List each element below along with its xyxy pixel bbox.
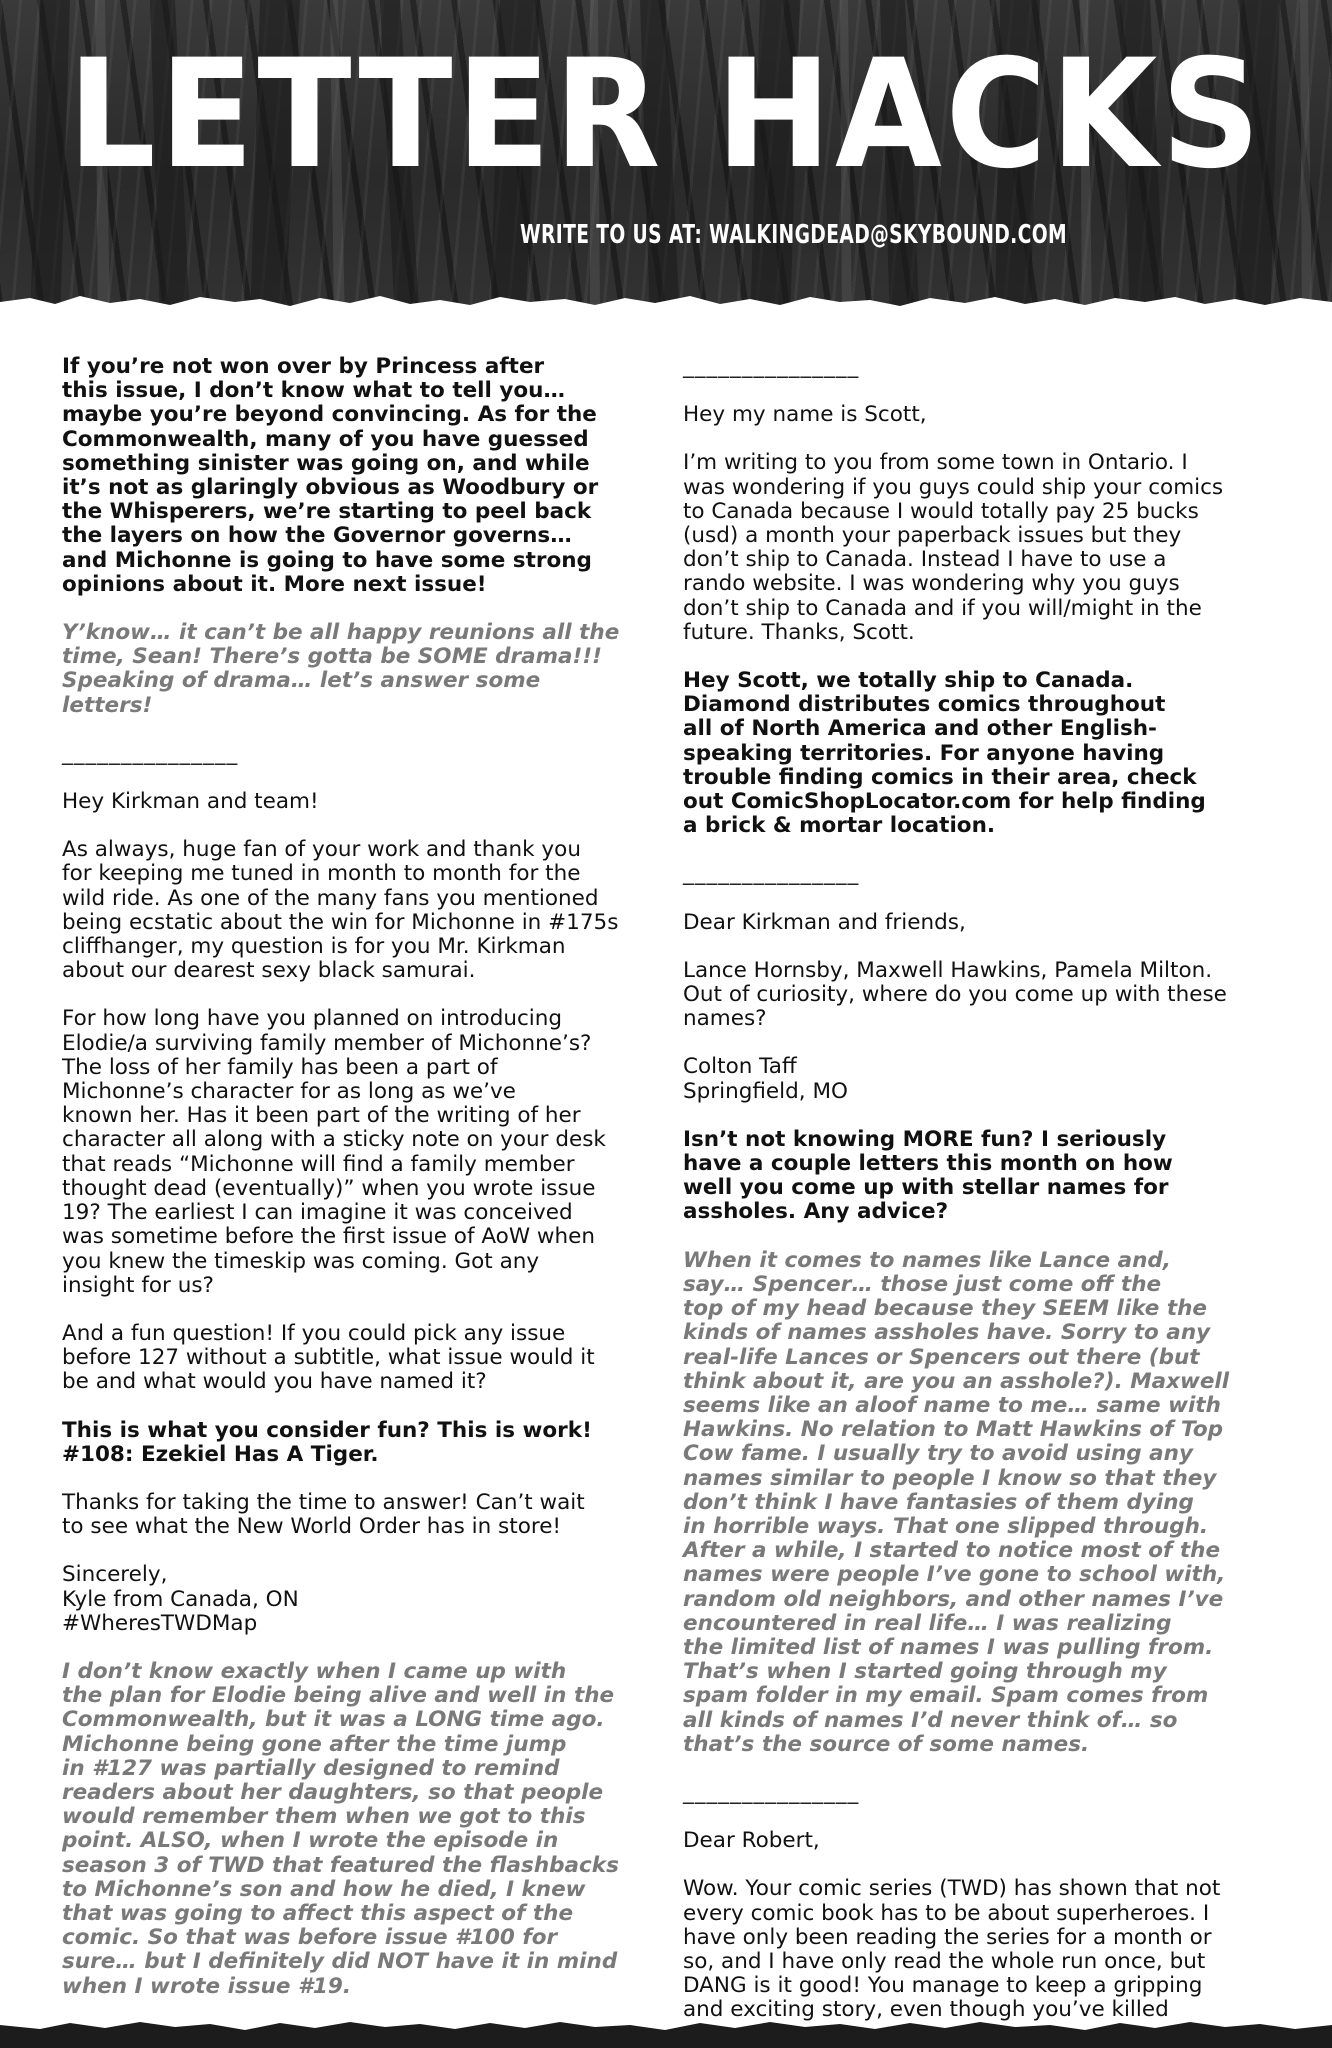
left-letter-paragraph: As always, huge fan of your work and thank you for keeping me tuned in month to month for the wild ride. As one of the many fans you mentioned being ecstatic about the win for Michonne in #175s cliffhanger, my question is for you Mr. Kirkman about our dearest sexy black samurai.: [62, 837, 619, 984]
right-column: [683, 355, 1283, 2047]
left-letter-paragraph: For how long have you planned on introducing Elodie/a surviving family member of Michonne’s? The loss of her family has been a part of Michonne’s character for as long as we’ve known her. Has it been part of the writing of her character all along with a sticky note on your desk that reads “Michonne will find a family member thought dead (eventually)” when you wrote issue 19? The earliest I can imagine it was conceived was sometime before the first issue of AoW when you knew the timeskip was coming. Got any insight for us?: [62, 1006, 606, 1298]
torn-edge: [0, 290, 1332, 340]
right-editor-reply: Hey Scott, we totally ship to Canada. Diamond distributes comics throughout all of North America and other English- speaking territories. For anyone having trouble finding comics in their area, check out ComicShopLocator.com for help finding a brick & mortar location.: [683, 668, 1206, 839]
right-letter-paragraph: Dear Robert,: [683, 1828, 820, 1854]
header-banner: [0, 0, 1332, 325]
right-editor-reply: Isn’t not knowing MORE fun? I seriously have a couple letters this month on how well you come up with stellar names for assholes. Any advice?: [683, 1126, 1173, 1225]
page-title: LETTER HACKS: [67, 28, 1265, 202]
left-editor-aside: Y’know… it can’t be all happy reunions all the time, Sean! There’s gotta be SOME drama!!! Speaking of drama… let’s answer some letters!: [62, 620, 620, 718]
left-editor-reply: If you’re not won over by Princess after this issue, I don’t know what to tell you… maybe you’re beyond convincing. As for the Commonwealth, many of you have guessed something sinister was going on, and while it’s not as glaringly obvious as Woodbury or the Whisperers, we’re starting to peel back the layers on how the Governor governs… and Michonne is going to have some strong opinions about it. More next issue!: [62, 354, 599, 597]
left-editor-aside: I don’t know exactly when I came up with the plan for Elodie being alive and well in the Commonwealth, but it was a LONG time ago. Michonne being gone after the time jump in #127 was partially designed to remind readers about her daughters, so that people would remember them when we got to this point. ALSO, when I wrote the episode in season 3 of TWD that featured the flashbacks to Michonne’s son and how he died, I knew that was going to affect this aspect of the comic. So that was before issue #100 for sure… but I definitely did NOT have it in mind when I wrote issue #19.: [62, 1658, 619, 1999]
left-letter-paragraph: And a fun question! If you could pick any issue before 127 without a subtitle, what issue would it be and what would you have named it?: [62, 1320, 595, 1395]
left-column: [62, 355, 662, 2023]
left-letter-divider: _______________: [62, 740, 239, 766]
footer-torn-bar: [0, 2015, 1332, 2048]
right-letter-paragraph: Hey my name is Scott,: [683, 402, 927, 428]
right-letter-paragraph: Wow. Your comic series (TWD) has shown that not every comic book has to be about superheroes. I have only been reading the series for a month or so, and I have only read the whole run once, but DANG is it good! You manage to keep a gripping and exciting story, even though you’ve killed: [683, 1876, 1221, 2023]
contact-email-line: WRITE TO US AT: WALKINGDEAD@SKYBOUND.COM: [520, 220, 1068, 250]
right-editor-aside: When it comes to names like Lance and, say… Spencer… those just come off the top of my head because they SEEM like the kinds of names assholes have. Sorry to any real-life Lances or Spencers out there (but think about it, are you an asshole?). Maxwell seems like an aloof name to me… same with Hawkins. No relation to Matt Hawkins of Top Cow fame. I usually try to avoid using any names similar to people I know so that they don’t think I have fantasies of them dying in horrible ways. That one slipped through. After a while, I started to notice most of the names were people I’ve gone to school with, random old neighbors, and other names I’ve encountered in real life… I was realizing the limited list of names I was pulling from. That’s when I started going through my spam folder in my email. Spam comes from all kinds of names I’d never think of… so that’s the source of some names.: [683, 1247, 1230, 1757]
left-letter-paragraph: Thanks for taking the time to answer! Can’t wait to see what the New World Order has in store!: [62, 1489, 585, 1540]
right-letter-divider: _______________: [683, 354, 860, 379]
right-letter-paragraph: Lance Hornsby, Maxwell Hawkins, Pamela Milton. Out of curiosity, where do you come up with these names?: [683, 957, 1227, 1032]
right-letter-paragraph: I’m writing to you from some town in Ontario. I was wondering if you guys could ship your comics to Canada because I would totally pay 25 bucks (usd) a month your paperback issues but they don’t ship to Canada. Instead I have to use a rando website. I was wondering why you guys don’t ship to Canada and if you will/might in the future. Thanks, Scott.: [683, 450, 1224, 645]
left-editor-reply: This is what you consider fun? This is work! #108: Ezekiel Has A Tiger.: [62, 1417, 592, 1467]
left-letter-paragraph: Sincerely, Kyle from Canada, ON #WheresTWDMap: [62, 1562, 299, 1636]
left-letter-paragraph: Hey Kirkman and team!: [62, 789, 319, 815]
right-letter-divider: _______________: [683, 1779, 860, 1805]
right-letter-paragraph: Dear Kirkman and friends,: [683, 909, 966, 935]
right-letter-paragraph: Colton Taff Springfield, MO: [683, 1054, 848, 1104]
right-letter-divider: _______________: [683, 861, 860, 887]
